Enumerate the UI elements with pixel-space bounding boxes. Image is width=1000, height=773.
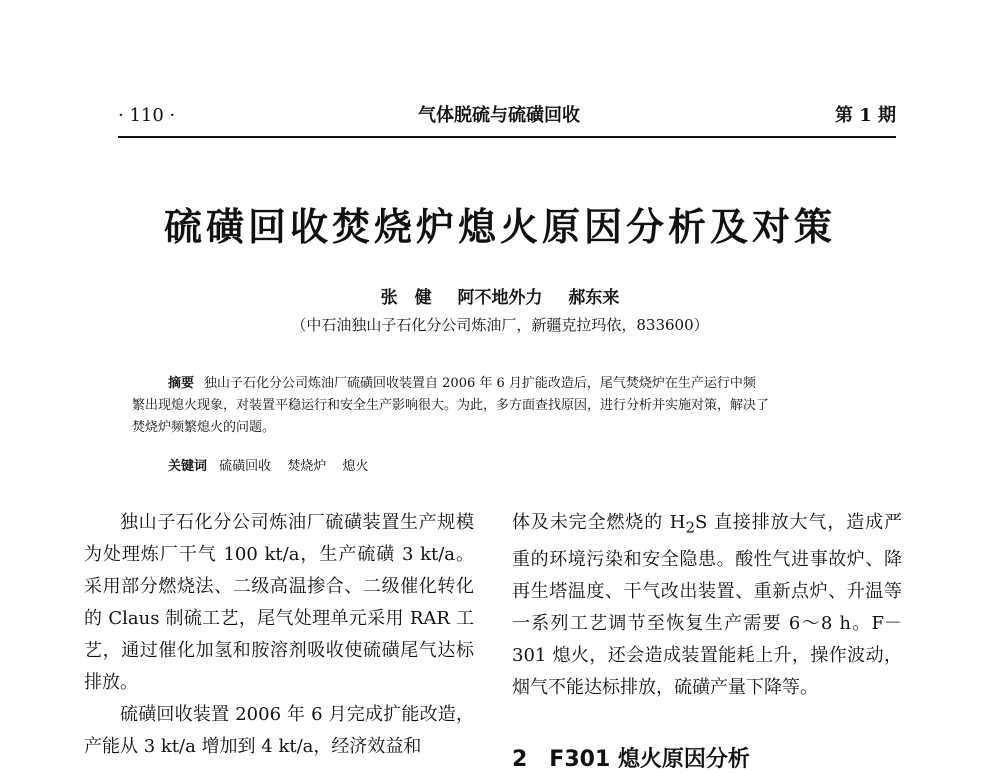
keyword: 熄火 [342, 459, 369, 474]
body-column-right [512, 507, 902, 704]
affiliation: （中石油独山子石化分公司炼油厂，新疆克拉玛依，833600） [291, 316, 709, 334]
body-column-left [84, 507, 474, 763]
journal-title: 气体脱硫与硫磺回收 [418, 105, 580, 126]
keywords-label: 关键词 [168, 459, 208, 474]
author-list [0, 283, 1000, 308]
article-title: 硫磺回收焚烧炉熄火原因分析及对策 [163, 205, 836, 249]
abstract [132, 373, 862, 439]
author-name: 阿不地外力 [457, 288, 543, 308]
abstract-line: 独山子石化分公司炼油厂硫磺回收装置自 2006 年 6 月扩能改造后，尾气焚烧炉在生产运行中频 [204, 376, 756, 391]
body-paragraph: 硫磺回收装置 2006 年 6 月完成扩能改造，产能从 3 kt/a 增加到 4 kt/a，经济效益和 [84, 704, 474, 757]
body-paragraph: 体及未完全燃烧的 $H_2S$ 直接排放大气，造成严重的环境污染和安全隐患。酸性气进事故炉、降再生塔温度、干气改出装置、重新点炉、升温等一系列工艺调节至恢复生产需要 6～8 h。F－301 熄火，还会造成装置能耗上升，操作波动，烟气不能达标排放，硫磺产量下降等。 [512, 512, 902, 698]
author-name: 张 健 [380, 288, 432, 308]
section-heading: 2 F301 熄火原因分析 [512, 747, 750, 772]
header-rule [118, 136, 896, 138]
page-number: · 110 · [118, 105, 176, 126]
abstract-label: 摘要 [168, 376, 195, 391]
keyword: 硫磺回收 [219, 459, 272, 474]
subscript: 2 [685, 518, 696, 537]
author-name: 郝东来 [568, 288, 620, 308]
body-paragraph: 独山子石化分公司炼油厂硫磺装置生产规模为处理炼厂干气 100 kt/a，生产硫磺 3 kt/a。采用部分燃烧法、二级高温掺合、二级催化转化的 Claus 制硫工艺，尾气处理单元采用 RAR 工艺，通过催化加氢和胺溶剂吸收使硫磺尾气达标排放。 [84, 512, 474, 693]
abstract-line: 焚烧炉频繁熄火的问题。 [132, 420, 276, 435]
abstract-line: 繁出现熄火现象，对装置平稳运行和安全生产影响很大。为此，多方面查找原因，进行分析并实施对策，解决了 [132, 398, 770, 413]
keyword: 焚烧炉 [287, 459, 327, 474]
running-header [118, 103, 896, 133]
issue-label: 第 1 期 [834, 105, 896, 126]
keywords [168, 455, 380, 474]
